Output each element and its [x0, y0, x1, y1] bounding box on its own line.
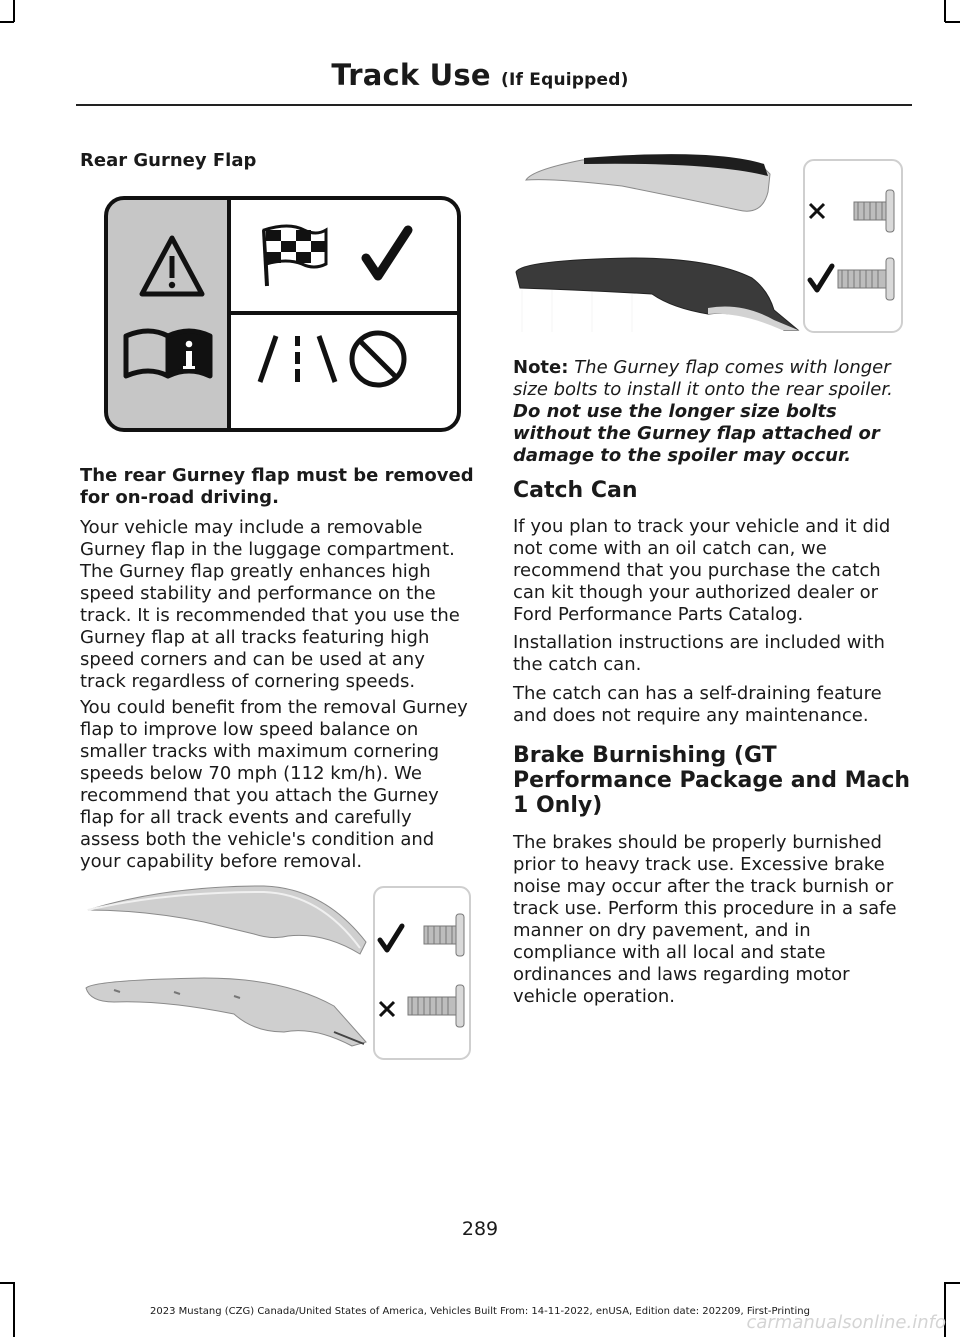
- header-subtitle: (If Equipped): [501, 70, 629, 90]
- spoiler-bolts-illustration-right: [512, 152, 906, 334]
- crop-mark: [945, 21, 960, 23]
- note-label: Note:: [513, 357, 569, 378]
- brake-burnishing-heading: Brake Burnishing (GT Performance Package and Mach 1 Only): [513, 743, 911, 818]
- catch-can-paragraph-1: If you plan to track your vehicle and it did not come with an oil catch can, we recommend that you purchase the catch can kit though your authorized dealer or Ford Performance Parts Catalog.: [513, 516, 891, 625]
- gurney-paragraph-2: You could benefit from the removal Gurney flap to improve low speed balance on smaller tracks with maximum cornering speeds below 70 mph (112 km/h). We recommend that you attach the Gurney flap for all track events and carefully assess both the vehicle's condition and your capability before removal.: [80, 697, 468, 872]
- note-bold-text: Do not use the longer size bolts without the Gurney flap attached or damage to the spoiler may occur.: [513, 401, 880, 466]
- crop-mark: [944, 0, 946, 22]
- catch-can-paragraph-3: The catch can has a self-draining feature and does not require any maintenance.: [513, 683, 882, 726]
- bolt-box: [804, 160, 902, 332]
- symbol-panel-gray: [104, 196, 229, 432]
- spoiler-without-flap-image: [516, 258, 798, 332]
- symbol-panel: [104, 196, 461, 432]
- gurney-warning-text: The rear Gurney flap must be removed for on-road driving.: [80, 465, 474, 508]
- bolt-box: [374, 887, 470, 1059]
- page-header: [0, 58, 960, 92]
- brake-burnishing-paragraph: The brakes should be properly burnished prior to heavy track use. Excessive brake noise may occur after the track burnish or track use. Perform this procedure in a safe manner on dry pavement, and in compliance with all local and state ordinances and laws regarding motor vehicle operation.: [513, 832, 897, 1007]
- spoiler-with-flap-image: [88, 886, 366, 954]
- footer-text: 2023 Mustang (CZG) Canada/United States of America, Vehicles Built From: 14-11-2022, enUSA, Edition date: 202209, First-Printing: [150, 1306, 810, 1317]
- gurney-paragraph-1: Your vehicle may include a removable Gurney flap in the luggage compartment. The Gurney flap greatly enhances high speed stability and performance on the track. It is recommended that you use the Gurney flap at all tracks featuring high speed corners and can be used at any track regardless of cornering speeds.: [80, 517, 460, 692]
- spoiler-with-flap-image: [526, 154, 770, 211]
- crop-mark: [0, 21, 14, 23]
- catch-can-heading: Catch Can: [513, 478, 638, 503]
- watermark: carmanualsonline.info: [746, 1312, 946, 1333]
- section-title-gurney: Rear Gurney Flap: [80, 150, 257, 171]
- crop-mark: [945, 1282, 960, 1284]
- header-rule: [76, 104, 912, 106]
- note-italic-text: The Gurney flap comes with longer size bolts to install it onto the rear spoiler.: [513, 357, 893, 400]
- catch-can-paragraph-2: Installation instructions are included with the catch can.: [513, 632, 885, 675]
- spoiler-without-flap-image: [86, 978, 366, 1046]
- spoiler-bolts-illustration-left: [84, 882, 474, 1060]
- note-paragraph: [513, 357, 906, 467]
- page-number: 289: [461, 1218, 499, 1240]
- crop-mark: [0, 1282, 14, 1284]
- crop-mark: [13, 0, 15, 22]
- header-title: Track Use: [331, 58, 491, 92]
